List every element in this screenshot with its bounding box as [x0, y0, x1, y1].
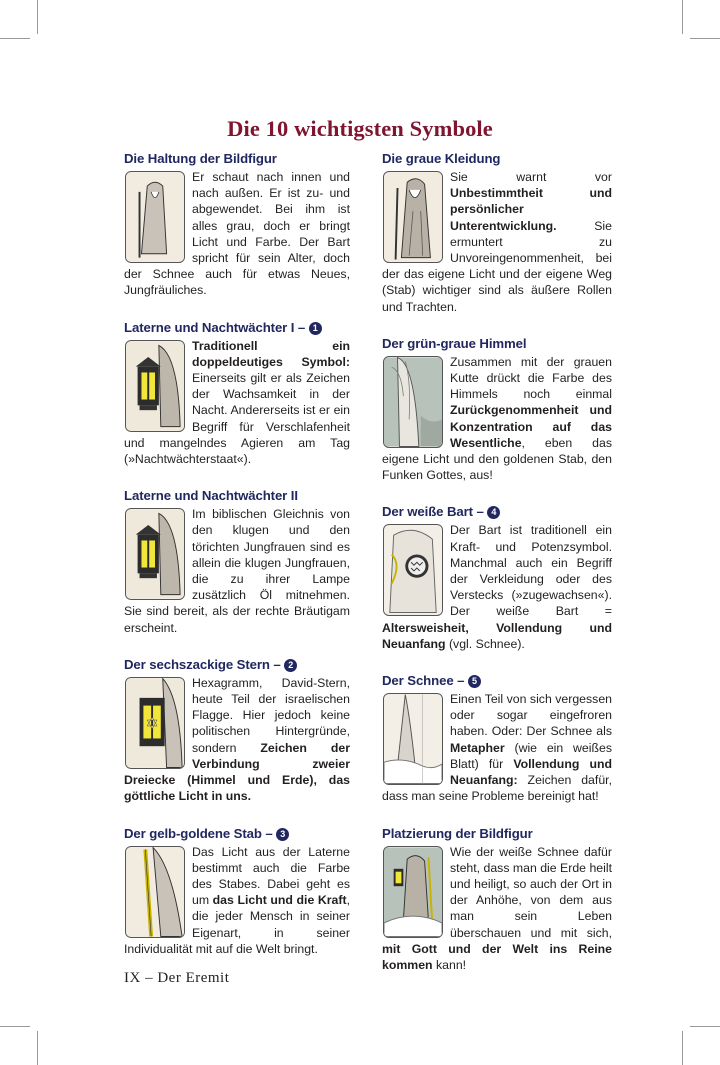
grey-robe-icon: [383, 171, 443, 263]
section-body: [382, 354, 612, 484]
body-text: Der Bart ist traditionell ein Kraft- und Potenzsymbol. Manchmal auch ein Begriff der Verkleidung oder des Verstecks (»zugewachsen«). Der weiße Bart =: [450, 523, 612, 619]
section-body: [124, 169, 350, 299]
section-heading-text: Platzierung der Bildfigur: [382, 825, 533, 841]
number-badge: 4: [487, 506, 500, 519]
body-text: , die jeder Mensch in seiner Eigenart, in seiner Individualität mit auf die Welt bringt.: [124, 893, 350, 956]
emphasis-text: mit Gott und der Welt ins Reine kommen: [382, 941, 612, 972]
crop-mark: [682, 1031, 683, 1065]
emphasis-text: Unbestimmtheit und persönlicher Unterentwicklung.: [450, 186, 612, 233]
emphasis-text: das Licht und die Kraft: [212, 893, 347, 908]
body-text: Sie warnt vor: [450, 170, 612, 184]
emphasis-text: Metapher: [450, 740, 505, 755]
crop-mark: [0, 1026, 30, 1027]
hermit-placement-icon: [383, 846, 443, 938]
crop-mark: [0, 38, 30, 39]
crop-mark: [682, 0, 683, 34]
section-heading-text: Die Haltung der Bildfigur: [124, 151, 277, 166]
snow-icon: [383, 693, 443, 785]
body-text: (vgl. Schnee).: [445, 636, 525, 651]
lantern-icon: [125, 340, 185, 432]
section-heading: [382, 825, 612, 842]
section-heading: [124, 487, 350, 504]
number-badge: 3: [276, 828, 289, 841]
emphasis-text: Altersweisheit, Vollendung und Neuanfang: [382, 620, 612, 651]
section-heading: [382, 150, 612, 167]
symbol-section-der-gelb-goldene-stab: [124, 825, 350, 957]
crop-mark: [37, 0, 38, 34]
symbol-section-laterne-und-nachtwaechter-i: [124, 319, 350, 468]
page-title: Die 10 wichtigsten Symbole: [227, 116, 493, 141]
body-text: Das Licht aus der Laterne bestimmt auch die Farbe des Stabes. Dabei geht es um: [192, 844, 350, 908]
body-text: Sie ermuntert zu Unvoreingenommenheit, bei der das eigene Licht und der eigene Weg (Stab) wichtiger sind als äußere Rollen und Trachten.: [382, 218, 612, 314]
section-body: [124, 338, 350, 468]
body-text: Zeichen dafür, dass man seine Probleme bereinigt hat!: [382, 773, 612, 804]
body-text: Hexagramm, David-Stern, heute Teil der israelischen Flagge. Hier jedoch keine politischen Hintergründe, sondern: [192, 675, 350, 755]
body-text: , eben das eigene Licht und den goldenen Stab, den Funken Gottes, aus!: [382, 435, 612, 483]
section-heading-text: Die graue Kleidung: [382, 151, 501, 166]
number-badge: 5: [468, 675, 481, 688]
emphasis-text: Zurückgenommenheit und Konzentration auf das Wesentliche: [450, 403, 612, 450]
body-text: kann!: [432, 957, 467, 972]
section-body: [382, 844, 612, 974]
white-beard-icon: [383, 524, 443, 616]
golden-staff-icon: [125, 846, 185, 938]
section-body: [382, 169, 612, 315]
section-body: [124, 844, 350, 957]
footer-text: IX – Der Eremit: [124, 970, 230, 986]
symbol-section-laterne-und-nachtwaechter-ii: [124, 487, 350, 636]
section-heading: [382, 503, 612, 520]
hermit-figure-icon: [125, 171, 185, 263]
grey-sky-icon: [383, 356, 443, 448]
body-text: Einen Teil von sich vergessen oder sogar eingefroren haben. Oder: Der Schnee als: [450, 692, 612, 739]
lantern-icon: [125, 508, 185, 600]
symbol-section-platzierung-der-bildfigur: [382, 825, 612, 974]
section-heading: [382, 672, 612, 689]
section-heading: [382, 335, 612, 352]
symbol-section-der-schnee: [382, 672, 612, 804]
crop-mark: [37, 1031, 38, 1065]
emphasis-text: Zeichen der Verbindung zweier Dreiecke (Himmel und Erde), das göttliche Licht in uns.: [124, 740, 350, 804]
emphasis-text: Vollendung und Neuanfang:: [450, 756, 613, 788]
symbol-section-der-gruen-graue-himmel: [382, 335, 612, 484]
body-text: Zusammen mit der grauen Kutte drückt die Farbe des Himmels noch einmal: [450, 354, 612, 402]
crop-mark: [690, 1026, 720, 1027]
section-heading-text: Der gelb-goldene Stab –: [124, 825, 273, 841]
emphasis-text: Traditionell ein doppeldeutiges Symbol:: [192, 338, 350, 369]
symbol-section-die-haltung-der-bildfigur: [124, 150, 350, 299]
section-body: [382, 522, 612, 652]
section-heading-text: Der sechszackige Stern –: [124, 656, 281, 672]
section-body: [124, 675, 350, 805]
section-body: [382, 691, 612, 804]
section-heading-text: Laterne und Nachtwächter I –: [124, 319, 306, 335]
body-text: Er schaut nach innen und nach außen. Er ist zu- und abgewendet. Bei ihm ist alles grau, doch er bringt Licht und Farbe. Der Bart spricht für sein Alter, doch der Schnee auch für etwas Neues, Jungfräuliches.: [124, 170, 350, 298]
body-text: Im biblischen Gleichnis von den klugen und den törichten Jungfrauen sind es allein die klugen Jungfrauen, die zu ihrer Lampe zusätzlich Öl mitnehmen. Sie sind bereit, als der rechte Bräutigam erscheint.: [124, 507, 350, 635]
section-heading-text: Der grün-graue Himmel: [382, 335, 527, 351]
body-text: Wie der weiße Schnee dafür steht, dass man die Erde heilt und heiligt, so auch der Ort in der Anhöhe, von dem aus man sein Leben überschauen und mit sich,: [450, 844, 612, 940]
section-heading-text: Der Schnee –: [382, 673, 465, 689]
right-column: [382, 150, 612, 993]
symbol-section-die-graue-kleidung: [382, 150, 612, 315]
section-heading: [124, 319, 350, 336]
section-heading: [124, 656, 350, 673]
section-body: [124, 506, 350, 636]
star-lantern-icon: [125, 677, 185, 769]
section-heading-text: Laterne und Nachtwächter II: [124, 488, 298, 504]
symbol-section-der-sechszackige-stern: [124, 656, 350, 805]
page-footer: [124, 970, 229, 987]
left-column: [124, 150, 350, 977]
crop-mark: [690, 38, 720, 39]
body-text: Einerseits gilt er als Zeichen der Wachsamkeit in der Nacht. Andererseits ist er ein Begriff für Verschlafenheit und mangelndes Agieren am Tag (»Nachtwächterstaat«).: [124, 371, 350, 467]
section-heading: [124, 150, 350, 167]
body-text: (wie ein weißes Blatt) für: [450, 740, 612, 771]
section-heading-text: Der weiße Bart –: [382, 504, 484, 520]
number-badge: 1: [309, 322, 322, 335]
number-badge: 2: [284, 659, 297, 672]
symbol-section-der-weisse-bart: [382, 503, 612, 652]
section-heading: [124, 825, 350, 842]
